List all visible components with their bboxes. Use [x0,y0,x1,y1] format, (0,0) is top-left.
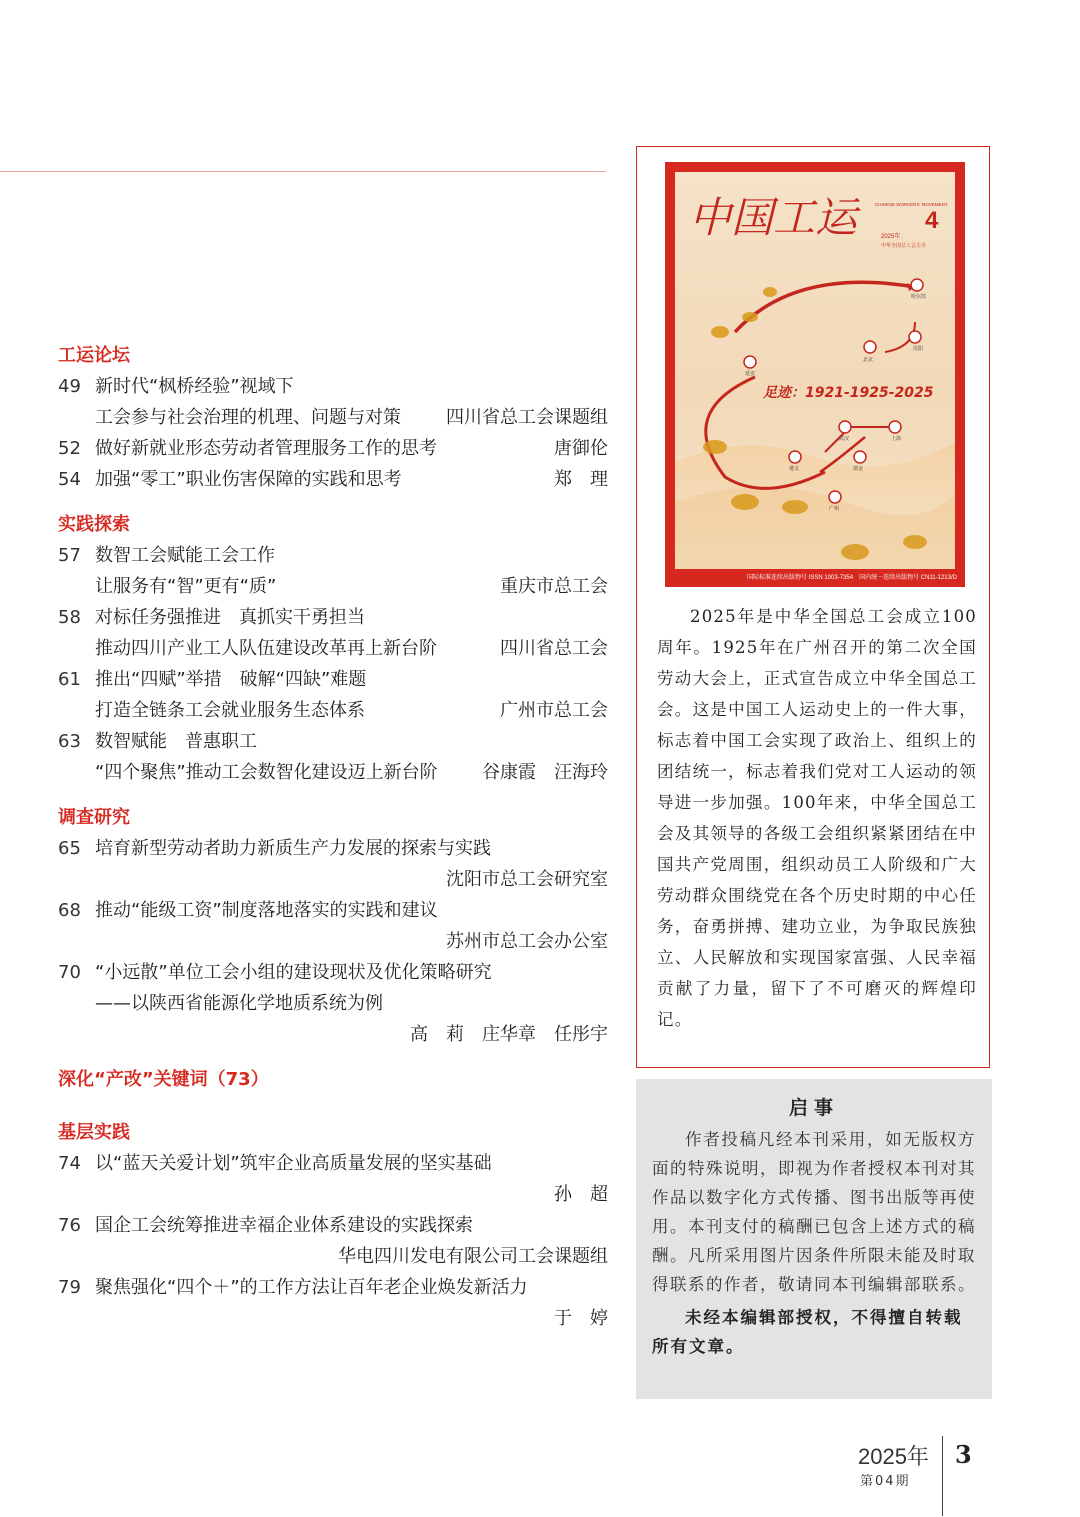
toc-entry[interactable] [58,1272,608,1334]
toc-entry-author: 唐御伦 [554,438,608,459]
section-title: 调查研究 [58,807,130,828]
toc-entry-title: 让服务有“智”更有“质” [95,576,277,597]
toc-entry-title: ——以陕西省能源化学地质系统为例 [95,993,383,1014]
toc-section [58,1117,608,1334]
toc-entry[interactable] [58,1210,608,1272]
toc-page-number [58,402,95,433]
toc-entry-title: 做好新就业形态劳动者管理服务工作的思考 [95,438,437,459]
header-rule [0,171,606,172]
toc-page-number: 70 [58,962,81,983]
city-label: 北京 [863,357,874,363]
cover-illustration [675,172,955,569]
section-entries [58,371,608,495]
toc-entry[interactable] [58,464,608,495]
toc-page-number: 68 [58,900,81,921]
toc-entry-author: 重庆市总工会 [500,576,608,597]
toc-entry-author: 苏州市总工会办公室 [446,931,608,952]
cover-sponsor: 中华全国总工会主办 [881,243,927,249]
toc-entry-title: 推出“四赋”举措 破解“四缺”难题 [95,669,367,690]
cover-theme: 足迹：1921-1925-2025 [763,385,934,401]
city-label: 广州 [829,506,840,512]
toc-entry[interactable] [58,833,608,895]
toc-section-keyword [58,1064,608,1095]
toc-entry-author: 谷康霞 汪海玲 [482,762,608,783]
section-title: 基层实践 [58,1122,130,1143]
toc-entry-title: 聚焦强化“四个＋”的工作方法让百年老企业焕发新活力 [95,1277,528,1298]
cover-artwork [675,172,955,569]
section-entries [58,1148,608,1334]
toc-page-number: 61 [58,669,81,690]
toc-page-number: 76 [58,1215,81,1236]
toc-entry-author: 四川省总工会课题组 [446,407,608,428]
toc-entry-title: 加强“零工”职业伤害保障的实践和思考 [95,469,402,490]
toc-entry-title: “四个聚焦”推动工会数智化建设迈上新台阶 [95,762,438,783]
notice-body: 作者投稿凡经本刊采用，如无版权方面的特殊说明，即视为作者授权本刊对其作品以数字化方式传播、图书出版等再使用。本刊支付的稿酬已包含上述方式的稿酬。凡所采用图片因条件所限未能及时取得联系的作者，敬请同本刊编辑部联系。 [652,1130,976,1294]
toc-entry-author: 于 婷 [554,1308,608,1329]
footer-issue: 第04期 [860,1474,911,1489]
toc-page-number [58,571,95,602]
section-title: 工运论坛 [58,345,130,366]
toc-page-number [58,695,95,726]
section-title: 实践探索 [58,514,130,535]
toc-entry-title: 推动四川产业工人队伍建设改革再上新台阶 [95,638,437,659]
toc-section [58,340,608,495]
section-entries [58,833,608,1050]
toc-entry-title: 打造全链条工会就业服务生态体系 [95,700,365,721]
toc-entry[interactable] [58,895,608,957]
toc-entry-title: 数智工会赋能工会工作 [95,545,275,566]
toc-page-number [58,757,95,788]
toc-entry[interactable] [58,664,608,726]
city-label: 上海 [891,436,902,442]
toc-section [58,509,608,788]
magazine-cover [665,162,965,587]
toc-entry[interactable] [58,371,608,433]
toc-entry-title: 推动“能级工资”制度落地落实的实践和建议 [95,900,438,921]
toc-entry-author: 沈阳市总工会研究室 [446,869,608,890]
toc-entry-title: 以“蓝天关爱计划”筑牢企业高质量发展的坚实基础 [95,1153,492,1174]
footer-year: 2025年 [858,1444,929,1469]
toc-entry-author: 四川省总工会 [500,638,608,659]
cover-caption: 2025年是中华全国总工会成立100周年。1925年在广州召开的第二次全国劳动大会上，正式宣告成立中华全国总工会。这是中国工人运动史上的一件大事，标志着中国工会实现了政治上、组织上的团结统一，标志着我们党对工人运动的领导进一步加强。100年来，中华全国总工会及其领导的各级工会组织紧紧团结在中国共产党周围，组织动员工人阶级和广大劳动群众围绕党在各个历史时期的中心任务，奋勇拼搏、建功立业，为争取民族独立、人民解放和实现国家富强、人民幸福贡献了力量，留下了不可磨灭的辉煌印记。 [657,607,977,1029]
toc-page-number: 49 [58,376,81,397]
toc-page-number [58,988,95,1019]
toc-entry-title: 培育新型劳动者助力新质生产力发展的探索与实践 [95,838,491,859]
notice-box [636,1079,992,1399]
city-label: 沈阳 [913,346,924,352]
toc-entry-author: 孙 超 [554,1184,608,1205]
city-label: 延安 [745,371,756,377]
footer-rule [942,1436,943,1516]
toc-section [58,802,608,1050]
toc-entry-title: 对标任务强推进 真抓实干勇担当 [95,607,365,628]
toc-page-number [58,633,95,664]
toc-page-number: 74 [58,1153,81,1174]
toc-entry[interactable] [58,540,608,602]
city-label: 哈尔滨 [911,294,927,300]
toc-entry[interactable] [58,726,608,788]
toc-page-number: 63 [58,731,81,752]
page-number: 3 [955,1440,972,1469]
toc-page-number: 52 [58,438,81,459]
toc-entry-title: 工会参与社会治理的机理、问题与对策 [95,407,401,428]
toc-page-number: 65 [58,838,81,859]
toc-page-number: 57 [58,545,81,566]
cover-year: 2025年 [881,234,901,240]
toc-entry-author: 广州市总工会 [500,700,608,721]
toc-page-number: 58 [58,607,81,628]
toc-entry-author: 华电四川发电有限公司工会课题组 [338,1246,608,1267]
toc-entry-title: “小远散”单位工会小组的建设现状及优化策略研究 [95,962,492,983]
toc-entry-title: 国企工会统筹推进幸福企业体系建设的实践探索 [95,1215,473,1236]
notice-title: 启事 [788,1097,839,1119]
notice-emphasis: 未经本编辑部授权，不得擅自转载所有文章。 [652,1308,963,1356]
toc-entry[interactable] [58,602,608,664]
toc-entry[interactable] [58,433,608,464]
toc-page-number: 79 [58,1277,81,1298]
toc-entry[interactable] [58,1148,608,1210]
cover-english: CHINESE WORKERS' MOVEMENT [875,202,948,207]
cover-issue-number: 4 [925,207,939,234]
toc-page-number: 54 [58,469,81,490]
toc-entry-title: 数智赋能 普惠职工 [95,731,257,752]
toc-entry-author: 郑 理 [554,469,608,490]
city-label: 武汉 [839,436,850,442]
cover-footer: 国际标准连续出版物号 ISSN 1003-7354 国内统一连续出版物号 CN11-1213/D [747,575,957,581]
section-entries [58,540,608,788]
section-title: 深化“产改”关键词（73） [58,1069,269,1090]
cover-feature-box [636,146,990,1068]
city-label: 遵义 [789,466,800,472]
cover-masthead: 中国工运 [689,193,858,242]
city-label: 瑞金 [853,466,864,472]
toc-entry-title: 新时代“枫桥经验”视域下 [95,376,294,397]
toc-entry-author: 高 莉 庄华章 任彤宇 [410,1024,608,1045]
table-of-contents [58,340,608,1348]
toc-entry[interactable] [58,957,608,1050]
